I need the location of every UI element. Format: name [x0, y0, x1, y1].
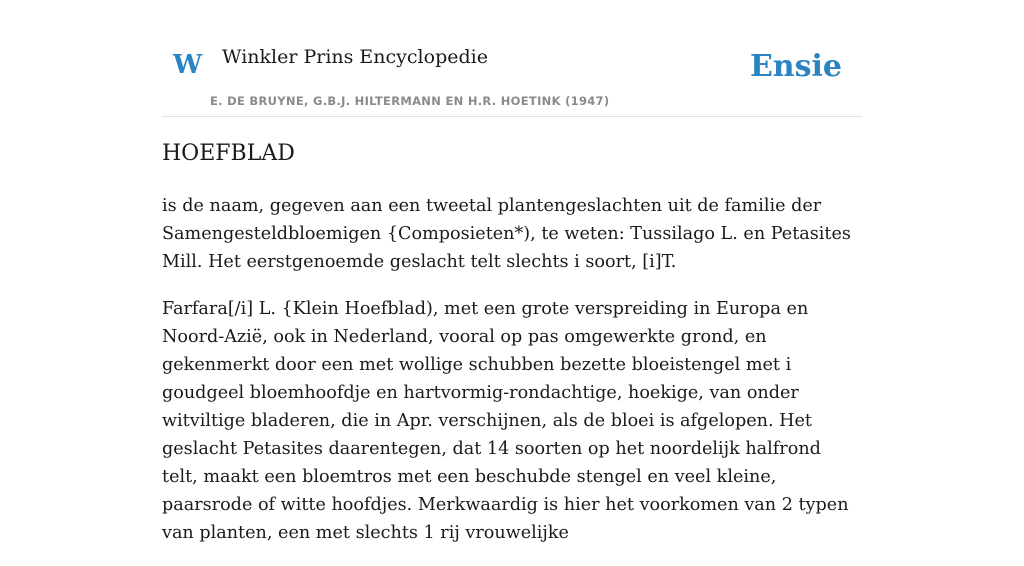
- encyclopedia-logo-icon[interactable]: W: [173, 50, 203, 80]
- article-paragraph: is de naam, gegeven aan een tweetal plantengeslachten uit de familie der Samengesteldbloemigen {Composieten*), te weten: Tussilago L. en Petasites Mill. Het eerstgenoemde geslacht telt slechts i soort, [i]T.: [162, 196, 851, 272]
- article-headword: HOEFBLAD: [162, 141, 295, 166]
- ensie-brand-link[interactable]: Ensie: [749, 49, 842, 84]
- site-title[interactable]: Winkler Prins Encyclopedie: [222, 46, 488, 68]
- article-body: [162, 192, 862, 566]
- authors-line: E. DE BRUYNE, G.B.J. HILTERMANN EN H.R. HOETINK (1947): [210, 94, 610, 108]
- header: [162, 0, 862, 117]
- article-paragraph: Farfara[/i] L. {Klein Hoefblad), met een grote verspreiding in Europa en Noord-Azië, ook in Nederland, vooral op pas omgewerkte grond, en gekenmerkt door een met wollige schubben bezette bloeistengel met i goudgeel bloemhoofdje en hartvormig-rondachtige, hoekige, van onder witviltige bladeren, die in Apr. verschijnen, als de bloei is afgelopen. Het geslacht Petasites daarentegen, dat 14 soorten op het noordelijk halfrond telt, maakt een bloemtros met een beschubde stengel en veel kleine, paarsrode of witte hoofdjes. Merkwaardig is hier het voorkomen van 2 typen van planten, een met slechts 1 rij vrouwelijke: [162, 299, 849, 543]
